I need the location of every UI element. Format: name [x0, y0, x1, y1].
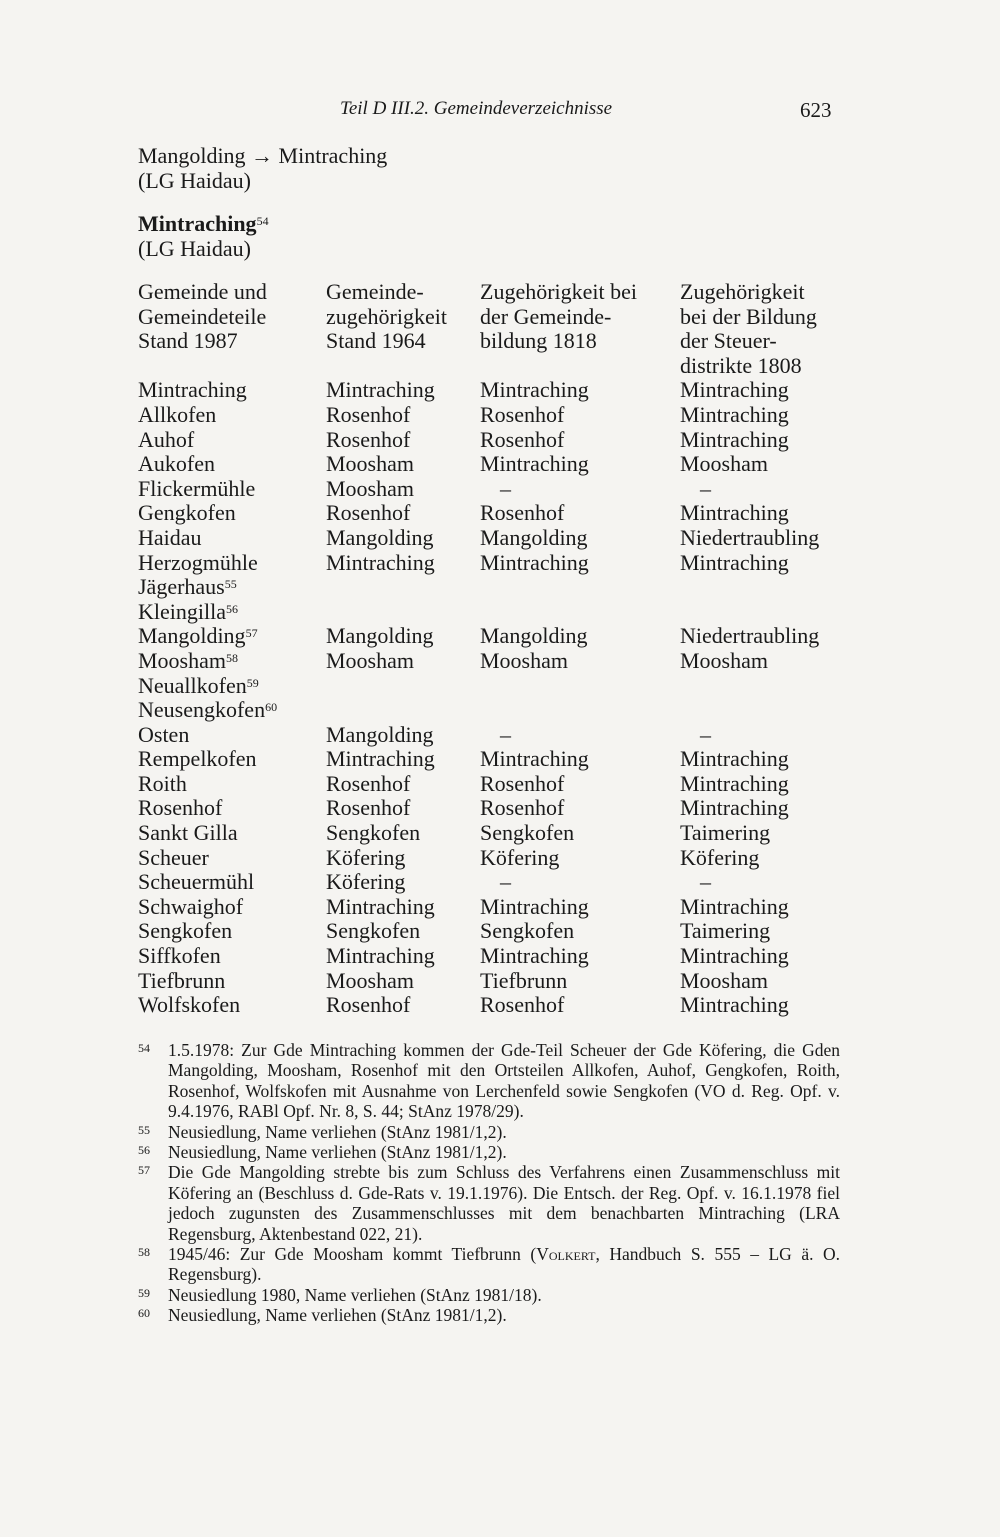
footnote-text: Neusiedlung, Name verliehen (StAnz 1981/1,2).: [168, 1121, 507, 1142]
cell-1818: Rosenhof: [480, 500, 565, 526]
running-title: Teil D III.2. Gemeindeverzeichnisse: [340, 98, 613, 119]
cell-1818: Mintraching: [480, 943, 589, 969]
cell-stand-1964: Mintraching: [326, 377, 435, 403]
cell-stand-1964: Sengkofen: [326, 820, 421, 846]
municipality-table: [138, 280, 860, 1018]
cell-stand-1964: [326, 674, 480, 699]
cell-1808: –: [700, 869, 711, 895]
cell-1808: Mintraching: [680, 992, 789, 1018]
cell-1818: Rosenhof: [480, 401, 565, 427]
cell-1808: Niedertraubling: [680, 623, 820, 649]
table-row: [138, 723, 860, 748]
entry-cross-reference-title: Mangolding → Mintraching: [138, 143, 388, 168]
cell-1818: Rosenhof: [480, 992, 565, 1018]
cell-gemeindeteil: Sengkofen: [138, 918, 233, 944]
footnote: [138, 1040, 840, 1122]
cell-1808: Mintraching: [680, 549, 789, 575]
cell-1808: [680, 674, 860, 699]
cell-gemeindeteil: Scheuer: [138, 844, 209, 870]
cell-1808: Mintraching: [680, 500, 789, 526]
entry-main-district: (LG Haidau): [138, 235, 252, 261]
cell-1808: [680, 698, 860, 723]
table-row: [138, 772, 860, 797]
table-row: [138, 674, 860, 699]
cell-1808: Niedertraubling: [680, 524, 820, 550]
cell-1818: [480, 698, 680, 723]
cell-1818: Köfering: [480, 844, 560, 870]
cell-1818: Rosenhof: [480, 770, 565, 796]
header-1818: Zugehörigkeit bei der Gemeinde- bildung 1818: [480, 279, 638, 354]
footnote-text: 1.5.1978: Zur Gde Mintraching kommen der Gde-Teil Scheuer der Gde Köfering, die Gden Mangolding, Moosham, Rosenhof mit den Ortsteilen Allkofen, Auhof, Gengkofen, Roith, Rosenhof, Wolfskofen mit Ausnahme von Lerchenfeld sowie Sengkofen (VO d. Reg. Opf. v. 9.4.1976, RABl Opf. Nr. 8, S. 44; StAnz 1978/29).: [168, 1040, 840, 1122]
footnote-text: Die Gde Mangolding strebte bis zum Schluss des Verfahrens einen Zusammenschluss mit Köfering an (Beschluss d. Gde-Rats v. 19.1.1976). Die Entsch. der Reg. Opf. v. 16.1.1978 fiel jedoch zugunsten des Zusammenschlusses mit dem benachbarten Mintraching (LRA Regensburg, Aktenbestand 022, 21).: [168, 1162, 840, 1244]
cell-1818: Moosham: [480, 647, 568, 673]
table-row: [138, 526, 860, 551]
footnote-ref: 57: [245, 626, 258, 641]
footnote-text: 1945/46: Zur Gde Moosham kommt Tiefbrunn (Volkert, Handbuch S. 555 – LG ä. O. Regensburg).: [168, 1244, 841, 1285]
cell-1818: Mangolding: [480, 524, 588, 550]
cell-1808: [680, 575, 860, 600]
cell-stand-1964: Mangolding: [326, 721, 434, 747]
cell-stand-1964: Mangolding: [326, 623, 434, 649]
cell-1808: –: [700, 721, 711, 747]
cell-1818: Mintraching: [480, 746, 589, 772]
cell-1808: [680, 600, 860, 625]
footnote-text: Neusiedlung, Name verliehen (StAnz 1981/1,2).: [168, 1305, 507, 1326]
table-row: [138, 821, 860, 846]
cell-gemeindeteil: Haidau: [138, 524, 202, 550]
footnotes: [138, 1040, 840, 1326]
cell-gemeindeteil: Osten: [138, 721, 190, 747]
cell-stand-1964: Moosham: [326, 451, 414, 477]
table-row: [138, 378, 860, 403]
cell-1818: –: [500, 721, 511, 747]
running-head: [0, 98, 1000, 128]
cell-1818: Rosenhof: [480, 795, 565, 821]
entry-cross-reference: [138, 144, 387, 193]
cell-gemeindeteil: Schwaighof: [138, 893, 244, 919]
table-row: [138, 624, 860, 649]
cell-gemeindeteil: Wolfskofen: [138, 992, 241, 1018]
cell-stand-1964: Mintraching: [326, 893, 435, 919]
cell-1808: Moosham: [680, 451, 768, 477]
header-1808: Zugehörigkeit bei der Bildung der Steuer- distrikte 1808: [680, 279, 817, 378]
header-stand-1987: Gemeinde und Gemeindeteile Stand 1987: [138, 279, 267, 354]
cell-1808: Mintraching: [680, 746, 789, 772]
cell-stand-1964: Köfering: [326, 844, 406, 870]
footnote-number: 59: [138, 1285, 150, 1300]
cell-gemeindeteil: Sankt Gilla: [138, 820, 238, 846]
cell-1818: Tiefbrunn: [480, 967, 568, 993]
table-row: [138, 477, 860, 502]
table-row: [138, 575, 860, 600]
cell-gemeindeteil: Roith: [138, 770, 187, 796]
footnote-number: 54: [138, 1041, 150, 1055]
footnote: [138, 1244, 840, 1285]
cell-stand-1964: Rosenhof: [326, 770, 411, 796]
cell-1818: Sengkofen: [480, 918, 575, 944]
table-row: [138, 895, 860, 920]
cell-gemeindeteil: Jägerhaus$^{55}$: [138, 574, 237, 600]
footnote: [138, 1285, 840, 1305]
table-row: [138, 969, 860, 994]
cell-stand-1964: Köfering: [326, 869, 406, 895]
table-row: [138, 698, 860, 723]
cell-1818: Mintraching: [480, 451, 589, 477]
cell-gemeindeteil: Gengkofen: [138, 500, 236, 526]
cell-stand-1964: Sengkofen: [326, 918, 421, 944]
table-row: [138, 919, 860, 944]
cell-1808: Moosham: [680, 967, 768, 993]
cell-1818: –: [500, 869, 511, 895]
cell-1808: Köfering: [680, 844, 760, 870]
cell-1808: Mintraching: [680, 795, 789, 821]
table-header-row: [138, 280, 860, 378]
footnote: [138, 1122, 840, 1142]
entry-main: [138, 212, 269, 261]
footnote: [138, 1162, 840, 1244]
cell-1808: Mintraching: [680, 943, 789, 969]
cell-gemeindeteil: Mintraching: [138, 377, 247, 403]
footnote-ref: 56: [225, 601, 238, 616]
entry-main-name: Mintraching: [138, 211, 257, 236]
footnote-text: Neusiedlung 1980, Name verliehen (StAnz 1981/18).: [168, 1284, 542, 1305]
cell-gemeindeteil: Scheuermühl: [138, 869, 255, 895]
footnote-ref: 55: [224, 577, 237, 592]
table-row: [138, 846, 860, 871]
footnote-number: 60: [138, 1306, 150, 1321]
cell-stand-1964: Mintraching: [326, 549, 435, 575]
header-stand-1964: Gemeinde- zugehörigkeit Stand 1964: [326, 279, 447, 354]
cell-stand-1964: Rosenhof: [326, 795, 411, 821]
page-number: 623: [800, 98, 832, 122]
cell-1808: Taimering: [680, 918, 771, 944]
cell-gemeindeteil: Neusengkofen$^{60}$: [138, 697, 278, 723]
table-row: [138, 796, 860, 821]
entry-cross-reference-district: (LG Haidau): [138, 167, 252, 193]
footnote-number: 58: [138, 1245, 150, 1260]
cell-1818: Rosenhof: [480, 426, 565, 452]
cell-gemeindeteil: Flickermühle: [138, 475, 256, 501]
author-name: Volkert: [536, 1244, 596, 1265]
cell-stand-1964: Moosham: [326, 967, 414, 993]
cell-1808: Mintraching: [680, 770, 789, 796]
cell-gemeindeteil: Allkofen: [138, 401, 217, 427]
cell-stand-1964: Rosenhof: [326, 426, 411, 452]
cell-gemeindeteil: Aukofen: [138, 451, 215, 477]
cell-1818: Mintraching: [480, 893, 589, 919]
cell-stand-1964: Moosham: [326, 475, 414, 501]
cell-stand-1964: Rosenhof: [326, 401, 411, 427]
table-row: [138, 993, 860, 1018]
cell-stand-1964: [326, 600, 480, 625]
cell-stand-1964: Mintraching: [326, 746, 435, 772]
cell-1818: [480, 600, 680, 625]
footnote-ref: 60: [265, 700, 278, 715]
footnote-ref: 58: [226, 650, 238, 665]
cell-gemeindeteil: Mangolding$^{57}$: [138, 623, 258, 649]
cell-1808: Taimering: [680, 820, 771, 846]
cell-1818: [480, 674, 680, 699]
table-body: [138, 378, 860, 1017]
table-row: [138, 551, 860, 576]
table-row: [138, 403, 860, 428]
cell-1808: Mintraching: [680, 377, 789, 403]
cell-1818: Mintraching: [480, 549, 589, 575]
footnote-number: 55: [138, 1122, 150, 1137]
cell-1818: [480, 575, 680, 600]
cell-1818: Mintraching: [480, 377, 589, 403]
table-row: [138, 428, 860, 453]
cell-stand-1964: Mintraching: [326, 943, 435, 969]
cell-stand-1964: [326, 698, 480, 723]
cell-gemeindeteil: Auhof: [138, 426, 195, 452]
cell-gemeindeteil: Rosenhof: [138, 795, 223, 821]
cell-1808: Moosham: [680, 647, 768, 673]
cell-1808: –: [700, 475, 711, 501]
cell-gemeindeteil: Neuallkofen$^{59}$: [138, 672, 259, 698]
cell-stand-1964: Mangolding: [326, 524, 434, 550]
footnote-ref: 54: [256, 214, 269, 228]
cell-gemeindeteil: Kleingilla$^{56}$: [138, 598, 238, 624]
cell-gemeindeteil: Siffkofen: [138, 943, 221, 969]
table-row: [138, 944, 860, 969]
table-row: [138, 501, 860, 526]
cell-gemeindeteil: Rempelkofen: [138, 746, 257, 772]
cell-stand-1964: Rosenhof: [326, 500, 411, 526]
footnote-text: Neusiedlung, Name verliehen (StAnz 1981/1,2).: [168, 1142, 507, 1163]
cell-1808: Mintraching: [680, 893, 789, 919]
table-row: [138, 747, 860, 772]
cell-stand-1964: Rosenhof: [326, 992, 411, 1018]
table-row: [138, 600, 860, 625]
cell-1818: Mangolding: [480, 623, 588, 649]
footnote-number: 57: [138, 1163, 150, 1178]
cell-1808: Mintraching: [680, 426, 789, 452]
footnote-ref: 59: [246, 675, 259, 690]
footnote-number: 56: [138, 1143, 150, 1158]
table-row: [138, 649, 860, 674]
footnote: [138, 1305, 840, 1325]
entry-main-title: [138, 212, 269, 237]
cell-gemeindeteil: Tiefbrunn: [138, 967, 226, 993]
table-row: [138, 452, 860, 477]
footnote: [138, 1142, 840, 1162]
cell-gemeindeteil: Herzogmühle: [138, 549, 258, 575]
cell-1818: Sengkofen: [480, 820, 575, 846]
cell-stand-1964: [326, 575, 480, 600]
cell-gemeindeteil: Moosham$^{58}$: [138, 647, 238, 673]
cell-1808: Mintraching: [680, 401, 789, 427]
cell-1818: –: [500, 475, 511, 501]
table-row: [138, 870, 860, 895]
cell-stand-1964: Moosham: [326, 647, 414, 673]
